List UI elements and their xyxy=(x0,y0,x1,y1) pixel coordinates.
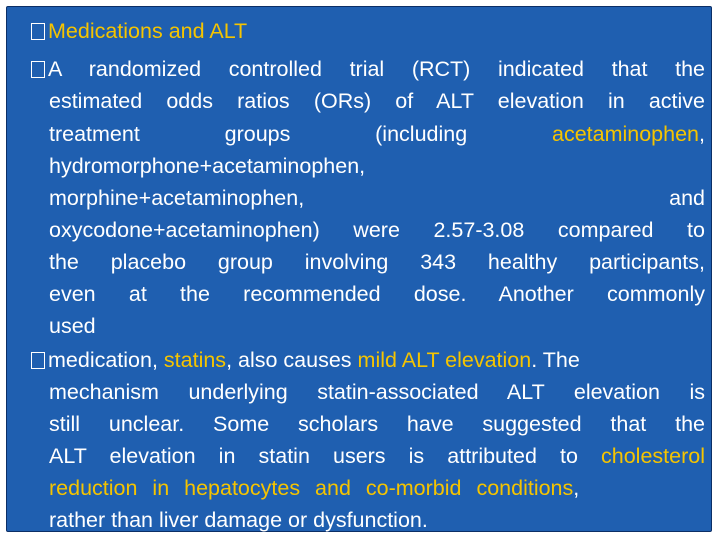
bullet2-text: ALT elevation in statin users is attributed to xyxy=(49,444,602,468)
bullet2-line4 xyxy=(49,440,705,472)
square-bullet-icon xyxy=(31,352,45,369)
bullet2-line1: medication, statins, also causes mild ALT elevation. The xyxy=(31,344,580,376)
statins-highlight: statins xyxy=(163,348,227,372)
bullet2-text: rather than liver damage or dysfunction. xyxy=(49,508,428,532)
bullet1-text: the placebo group involving 343 healthy participants, xyxy=(49,250,705,274)
square-bullet-icon xyxy=(31,61,45,78)
bullet1-text: morphine+acetaminophen, xyxy=(49,186,305,210)
bullet2-line5: reduction in hepatocytes and co-morbid conditions, xyxy=(49,476,580,500)
cholesterol-highlight: cholesterol xyxy=(601,444,705,468)
acetaminophen-highlight: acetaminophen, xyxy=(551,122,705,146)
bullet2-text: mechanism underlying statin-associated ALT elevation is xyxy=(49,380,705,404)
bullet1-line6 xyxy=(49,214,705,246)
bullet1-line9 xyxy=(49,310,96,342)
bullet1-line3 xyxy=(49,118,705,150)
bullet1-text: oxycodone+acetaminophen) were 2.57-3.08 compared to xyxy=(49,218,705,242)
slide xyxy=(6,6,712,532)
bullet1-text: treatment groups (including xyxy=(49,122,468,146)
slide-title xyxy=(31,15,247,47)
bullet1-line1 xyxy=(31,53,705,85)
bullet1-line2 xyxy=(49,85,705,117)
bullet2-text: still unclear. Some scholars have suggested that the xyxy=(49,412,705,436)
bullet1-text: estimated odds ratios (ORs) of ALT elevation in active xyxy=(49,89,705,113)
bullet2-line2 xyxy=(49,376,705,408)
mild-alt-highlight: mild ALT elevation xyxy=(357,348,532,372)
bullet1-text: A randomized controlled trial (RCT) indicated that the xyxy=(48,57,705,81)
bullet2-line6 xyxy=(49,504,428,536)
bullet1-text: hydromorphone+acetaminophen, xyxy=(49,154,366,178)
bullet1-line5 xyxy=(49,182,705,214)
hepatocytes-highlight: reduction in hepatocytes and co-morbid conditions xyxy=(49,476,574,500)
bullet1-text: and xyxy=(669,186,705,210)
bullet2-line3 xyxy=(49,408,705,440)
square-bullet-icon xyxy=(31,23,45,40)
bullet1-text: used xyxy=(49,314,96,338)
bullet1-text: even at the recommended dose. Another commonly xyxy=(49,282,705,306)
bullet1-line4 xyxy=(49,150,365,182)
bullet1-line7 xyxy=(49,246,705,278)
title-text: Medications and ALT xyxy=(48,19,248,43)
bullet1-line8 xyxy=(49,278,705,310)
